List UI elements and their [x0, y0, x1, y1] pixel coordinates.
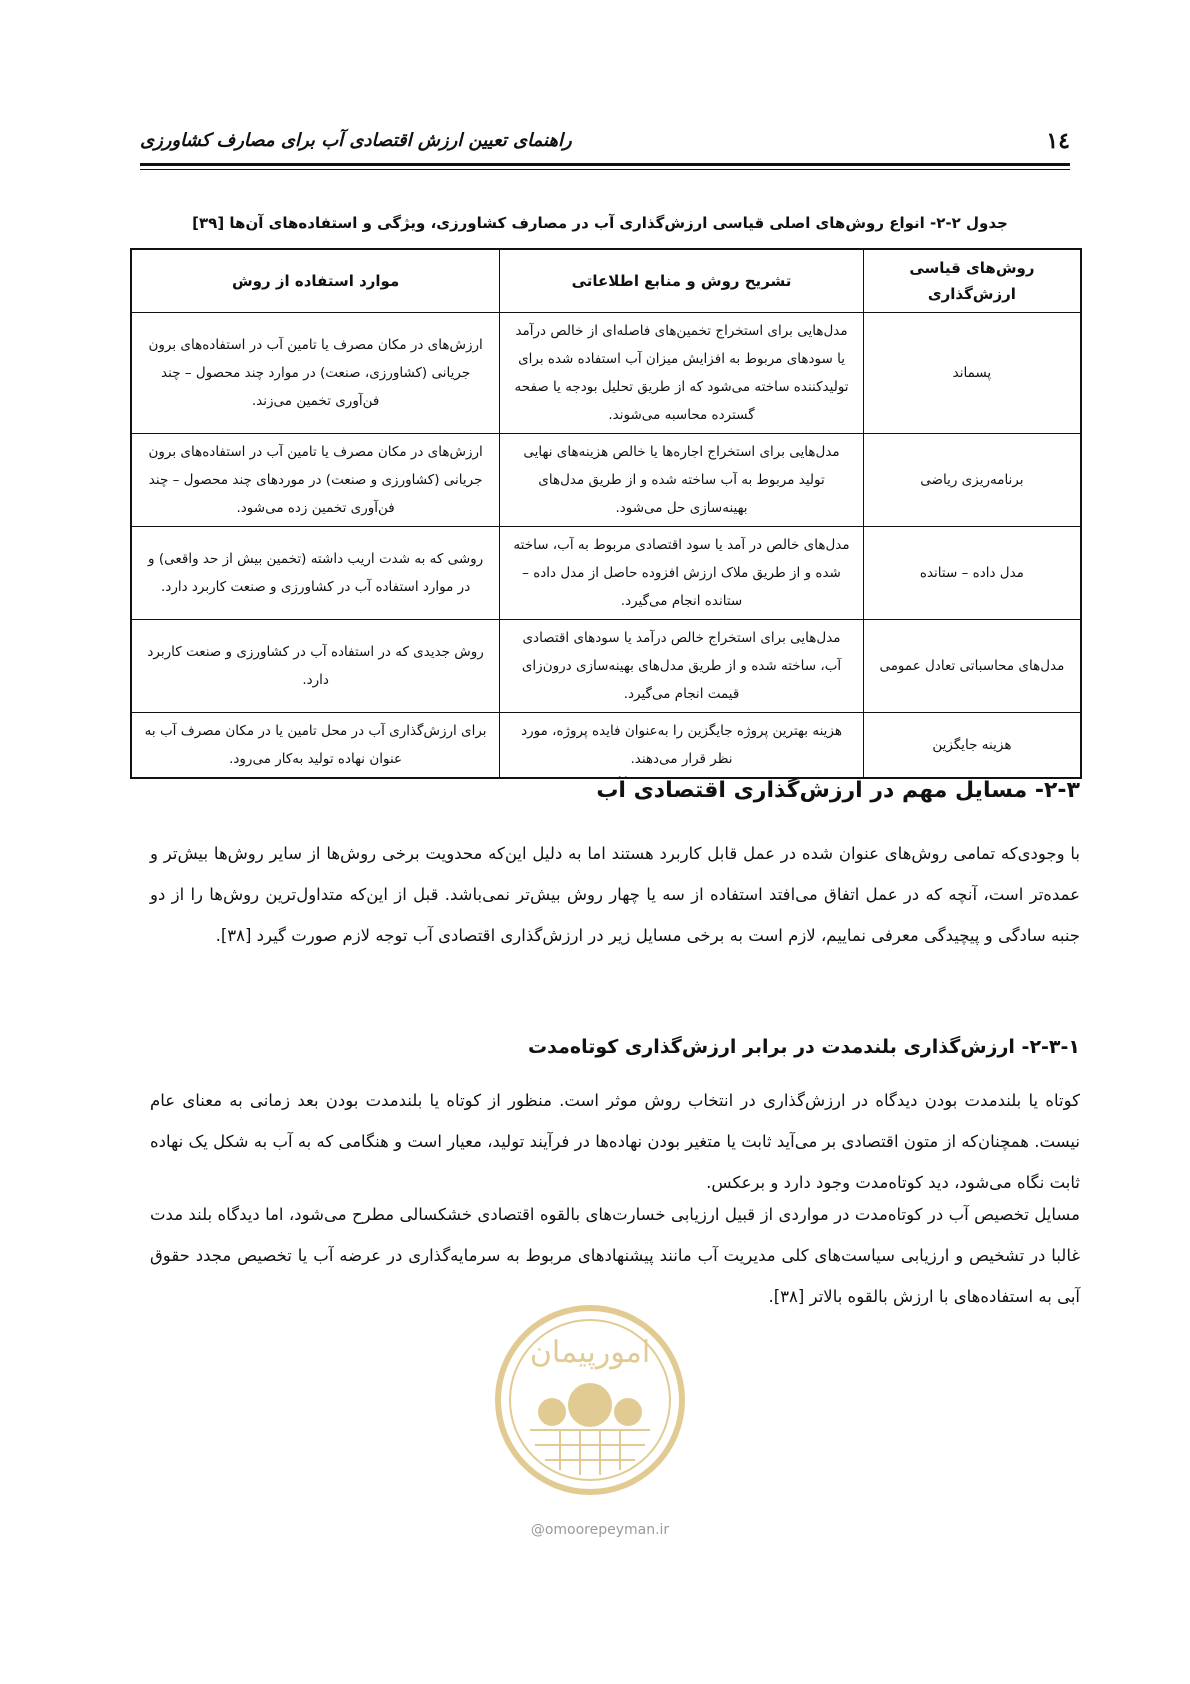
method-uses-cell: ارزش‌های در مکان مصرف یا تامین آب در استفاده‌های برون جریانی (کشاورزی و صنعت) در موردهای چند محصول – چند فن‌آوری تخمین زده می‌شود. — [131, 434, 500, 527]
header-cell-uses: موارد استفاده از روش — [131, 249, 500, 313]
method-name-cell: مدل‌های محاسباتی تعادل عمومی — [863, 620, 1081, 713]
method-uses-cell: ارزش‌های در مکان مصرف یا تامین آب در استفاده‌های برون جریانی (کشاورزی، صنعت) در موارد چند محصول – چند فن‌آوری تخمین می‌زند. — [131, 313, 500, 434]
table-row — [131, 620, 1081, 713]
header-cell-method: روش‌های قیاسی ارزش‌گذاری — [863, 249, 1081, 313]
table-caption: جدول ۲-۲- انواع روش‌های اصلی قیاسی ارزش‌گذاری آب در مصارف کشاورزی، ویژگی و استفاده‌های آن‌ها [۳۹] — [192, 214, 1008, 232]
table-header-row — [131, 249, 1081, 313]
method-description-cell: مدل‌های خالص در آمد یا سود اقتصادی مربوط به آب، ساخته شده و از طریق ملاک ارزش افزوده حاصل از مدل داده – ستانده انجام می‌گیرد. — [500, 527, 864, 620]
table-row — [131, 713, 1081, 779]
table-row — [131, 313, 1081, 434]
page-number: ۱٤ — [1046, 128, 1070, 154]
subsection-paragraph-1: کوتاه یا بلندمدت بودن دیدگاه در ارزش‌گذاری در انتخاب روش موثر است. منظور از کوتاه یا بلندمدت بودن بعد زمانی به معنای عام نیست. همچنان‌که از متون اقتصادی بر می‌آید ثابت یا متغیر بودن نهاده‌ها در فرآیند تولید، معیار است و هنگامی که به آب به شکل یک نهاده ثابت نگاه می‌شود، دید کوتاه‌مدت وجود دارد و برعکس. — [150, 1091, 1080, 1192]
method-uses-cell: روشی که به شدت اریب داشته (تخمین بیش از حد واقعی) و در موارد استفاده آب در کشاورزی و صنعت کاربرد دارد. — [131, 527, 500, 620]
section-heading: ۲-۳- مسایل مهم در ارزش‌گذاری اقتصادی آب — [596, 778, 1080, 803]
watermark-logo-icon — [490, 1300, 690, 1500]
method-name-cell: مدل داده – ستانده — [863, 527, 1081, 620]
table-row — [131, 527, 1081, 620]
method-uses-cell: روش جدیدی که در استفاده آب در کشاورزی و صنعت کاربرد دارد. — [131, 620, 500, 713]
header-rule-thin — [140, 169, 1070, 170]
method-name-cell: برنامه‌ریزی ریاضی — [863, 434, 1081, 527]
method-description-cell: هزینه بهترین پروژه جایگزین را به‌عنوان فایده پروژه، مورد نظر قرار می‌دهند. — [500, 713, 864, 779]
methods-table — [130, 248, 1082, 779]
subsection-heading: ۲-۳-۱- ارزش‌گذاری بلندمدت در برابر ارزش‌گذاری کوتاه‌مدت — [528, 1036, 1080, 1058]
method-description-cell: مدل‌هایی برای استخراج تخمین‌های فاصله‌ای از خالص درآمد یا سودهای مربوط به افزایش میزان آب استفاده شده برای تولیدکننده ساخته می‌شود که از طریق تحلیل بودجه یا صفحه گسترده محاسبه می‌شوند. — [500, 313, 864, 434]
page-header — [140, 120, 1070, 160]
svg-text:امورپیمان: امورپیمان — [529, 1335, 651, 1370]
method-uses-cell: برای ارزش‌گذاری آب در محل تامین یا در مکان مصرف آب به عنوان نهاده تولید به‌کار می‌رود. — [131, 713, 500, 779]
header-rule-thick — [140, 163, 1070, 166]
header-cell-description: تشریح روش و منابع اطلاعاتی — [500, 249, 864, 313]
method-description-cell: مدل‌هایی برای استخراج خالص درآمد یا سودهای اقتصادی آب، ساخته شده و از طریق مدل‌های بهینه‌سازی درون‌زای قیمت انجام می‌گیرد. — [500, 620, 864, 713]
method-name-cell: هزینه جایگزین — [863, 713, 1081, 779]
running-title: راهنمای تعیین ارزش اقتصادی آب برای مصارف کشاورزی — [140, 130, 572, 151]
watermark-text: @omoorepeyman.ir — [530, 1522, 670, 1538]
subsection-paragraph-2: مسایل تخصیص آب در کوتاه‌مدت در مواردی از قبیل ارزیابی خسارت‌های بالقوه اقتصادی خشکسالی مطرح می‌شود، اما دیدگاه بلند مدت غالبا در تشخیص و ارزیابی سیاست‌های کلی مدیریت آب مانند پیشنهادهای مربوط به سرمایه‌گذاری در عرضه آب یا تخصیص مجدد حقوق آبی به استفاده‌های با ارزش بالقوه بالاتر [۳۸]. — [150, 1205, 1080, 1306]
method-description-cell: مدل‌هایی برای استخراج اجاره‌ها یا خالص هزینه‌های نهایی تولید مربوط به آب ساخته شده و از طریق مدل‌های بهینه‌سازی حل می‌شود. — [500, 434, 864, 527]
method-name-cell: پسماند — [863, 313, 1081, 434]
table-row — [131, 434, 1081, 527]
section-paragraph: با وجودی‌که تمامی روش‌های عنوان شده در عمل قابل کاربرد هستند اما به دلیل این‌که محدویت برخی روش‌ها از سایر روش‌ها بیش‌تر و عمده‌تر است، آنچه که در عمل اتفاق می‌افتد استفاده از سه یا چهار روش بیش‌تر نمی‌باشد. قبل از این‌که متداول‌ترین روش‌ها را از دو جنبه سادگی و پیچیدگی معرفی نماییم، لازم است به برخی مسایل زیر در ارزش‌گذاری اقتصادی آب توجه لازم صورت گیرد [۳۸]. — [150, 844, 1080, 945]
